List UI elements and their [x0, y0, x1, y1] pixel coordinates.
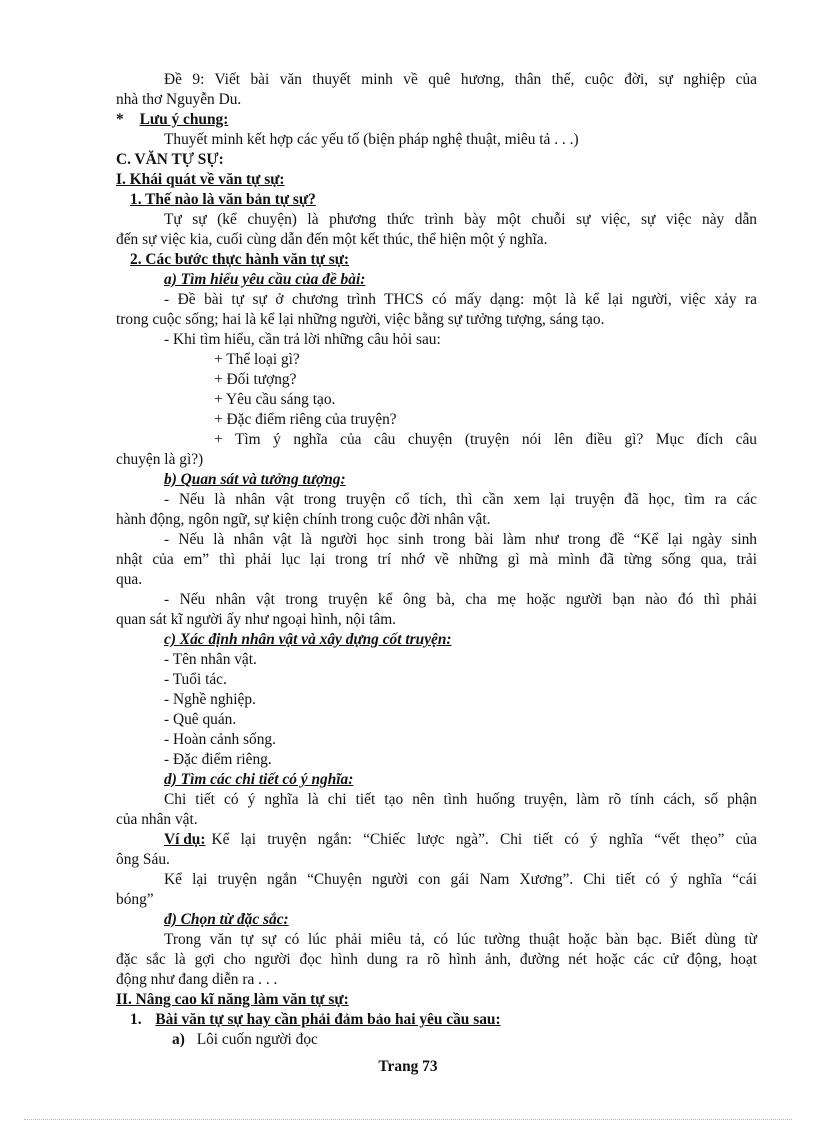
character-item: - Tuổi tác. [164, 671, 227, 688]
step-d-para1-line2: của nhân vật. [116, 811, 198, 828]
step-a-heading: a) Tìm hiểu yêu cầu của đề bài: [164, 271, 366, 288]
question-item: + Đối tượng? [214, 371, 297, 388]
para-de9-line2: nhà thơ Nguyễn Du. [116, 91, 242, 108]
step-d-heading: d) Tìm các chi tiết có ý nghĩa: [164, 771, 354, 788]
step-a-para1-line1: - Đề bài tự sự ở chương trình THCS có mấy dạng: một là kể lại người, việc xảy ra [164, 291, 757, 308]
subitem-marker: a) [172, 1031, 185, 1048]
step-b-para2-line1: - Nếu là nhân vật là người học sinh trong bài làm như trong đề “Kể lại ngày sinh [164, 531, 757, 548]
section-c-heading: C. VĂN TỰ SỰ: [116, 151, 224, 168]
character-item: - Đặc điểm riêng. [164, 751, 272, 768]
section-i-heading: I. Khái quát về văn tự sự: [116, 171, 285, 188]
question-item: + Yêu cầu sáng tạo. [214, 391, 336, 408]
para-de9-line1: Đề 9: Viết bài văn thuyết minh về quê hương, thân thế, cuộc đời, sự nghiệp của [164, 71, 757, 88]
sub2-heading: 2. Các bước thực hành văn tự sự: [130, 251, 350, 268]
example-line2: ông Sáu. [116, 851, 170, 868]
note-heading [116, 110, 757, 130]
step-a-para1-line2: trong cuộc sống; hai là kể lại những người, việc bằng sự tưởng tượng, sáng tạo. [116, 311, 605, 328]
question-item: + Thể loại gì? [214, 351, 300, 368]
item-title: Bài văn tự sự hay cần phải đảm bảo hai yêu cầu sau: [155, 1011, 501, 1028]
step-b-para3-line1: - Nếu nhân vật trong truyện kể ông bà, cha mẹ hoặc người bạn nào đó thì phải [164, 591, 757, 608]
step-b-para2-line2: nhật của em” thì phải lục lại trong trí nhớ về những gì mà mình đã từng sống qua, trải [116, 551, 757, 568]
section-ii-item1 [130, 1010, 771, 1030]
page-bottom-divider [24, 1119, 792, 1120]
question-item: + Đặc điểm riêng của truyện? [214, 411, 397, 428]
example-line1 [164, 830, 757, 850]
step-b-heading: b) Quan sát và tưởng tượng: [164, 471, 346, 488]
character-item: - Nghề nghiệp. [164, 691, 256, 708]
step-b-para3-line2: quan sát kĩ người ấy như ngoại hình, nội tâm. [116, 611, 397, 628]
step-b-para1-line2: hành động, ngôn ngữ, sự kiện chính trong cuộc đời nhân vật. [116, 511, 491, 528]
step-dd-heading: đ) Chọn từ đặc sắc: [164, 911, 289, 928]
character-item: - Tên nhân vật. [164, 651, 257, 668]
step-a-para2: - Khi tìm hiểu, cần trả lời những câu hỏi sau: [164, 331, 441, 348]
question-item-cont: chuyện là gì?) [116, 451, 204, 468]
step-d-para1-line1: Chi tiết có ý nghĩa là chi tiết tạo nên tình huống truyện, làm rõ tính cách, số phận [164, 791, 757, 808]
asterisk-marker: * [116, 111, 124, 128]
sub1-para-line1: Tự sự (kể chuyện) là phương thức trình bày một chuỗi sự việc, sự việc này dẫn [164, 211, 757, 228]
character-item: - Quê quán. [164, 711, 237, 728]
note-heading-label: Lưu ý chung: [139, 111, 229, 128]
sub1-para-line2: đến sự việc kia, cuối cùng dẫn đến một kết thúc, thể hiện một ý nghĩa. [116, 231, 548, 248]
note-body: Thuyết minh kết hợp các yếu tố (biện pháp nghệ thuật, miêu tả . . .) [164, 131, 579, 148]
section-ii-heading: II. Nâng cao kĩ năng làm văn tự sự: [116, 991, 349, 1008]
example-label: Ví dụ: [164, 831, 206, 848]
section-ii-subitem-a [172, 1030, 813, 1050]
sub1-heading: 1. Thế nào là văn bản tự sự? [130, 191, 316, 208]
page-number: Trang 73 [378, 1058, 438, 1075]
example2-line1: Kể lại truyện ngắn “Chuyện người con gái Nam Xương”. Chi tiết có ý nghĩa “cái [164, 871, 757, 888]
step-dd-para-line2: đặc sắc là gợi cho người đọc hình dung ra rõ hình ảnh, đường nét hoặc các cử động, hoạt [116, 951, 757, 968]
step-dd-para-line1: Trong văn tự sự có lúc phải miêu tả, có lúc tường thuật hoặc bàn bạc. Biết dùng từ [164, 931, 757, 948]
character-item: - Hoàn cảnh sống. [164, 731, 276, 748]
step-b-para1-line1: - Nếu là nhân vật trong truyện cổ tích, thì cần xem lại truyện đã học, tìm ra các [164, 491, 757, 508]
step-dd-para-line3: động như đang diễn ra . . . [116, 971, 278, 988]
question-item: + Tìm ý nghĩa của câu chuyện (truyện nói lên điều gì? Mục đích câu [214, 431, 757, 448]
item-number: 1. [130, 1011, 142, 1028]
step-b-para2-line3: qua. [116, 571, 143, 588]
example-text: Kể lại truyện ngắn: “Chiếc lược ngà”. Chi tiết có ý nghĩa “vết thẹo” của [211, 831, 757, 848]
example2-line2: bóng” [116, 891, 154, 908]
subitem-text: Lôi cuốn người đọc [196, 1031, 318, 1048]
step-c-heading: c) Xác định nhân vật và xây dựng cốt truyện: [164, 631, 452, 648]
